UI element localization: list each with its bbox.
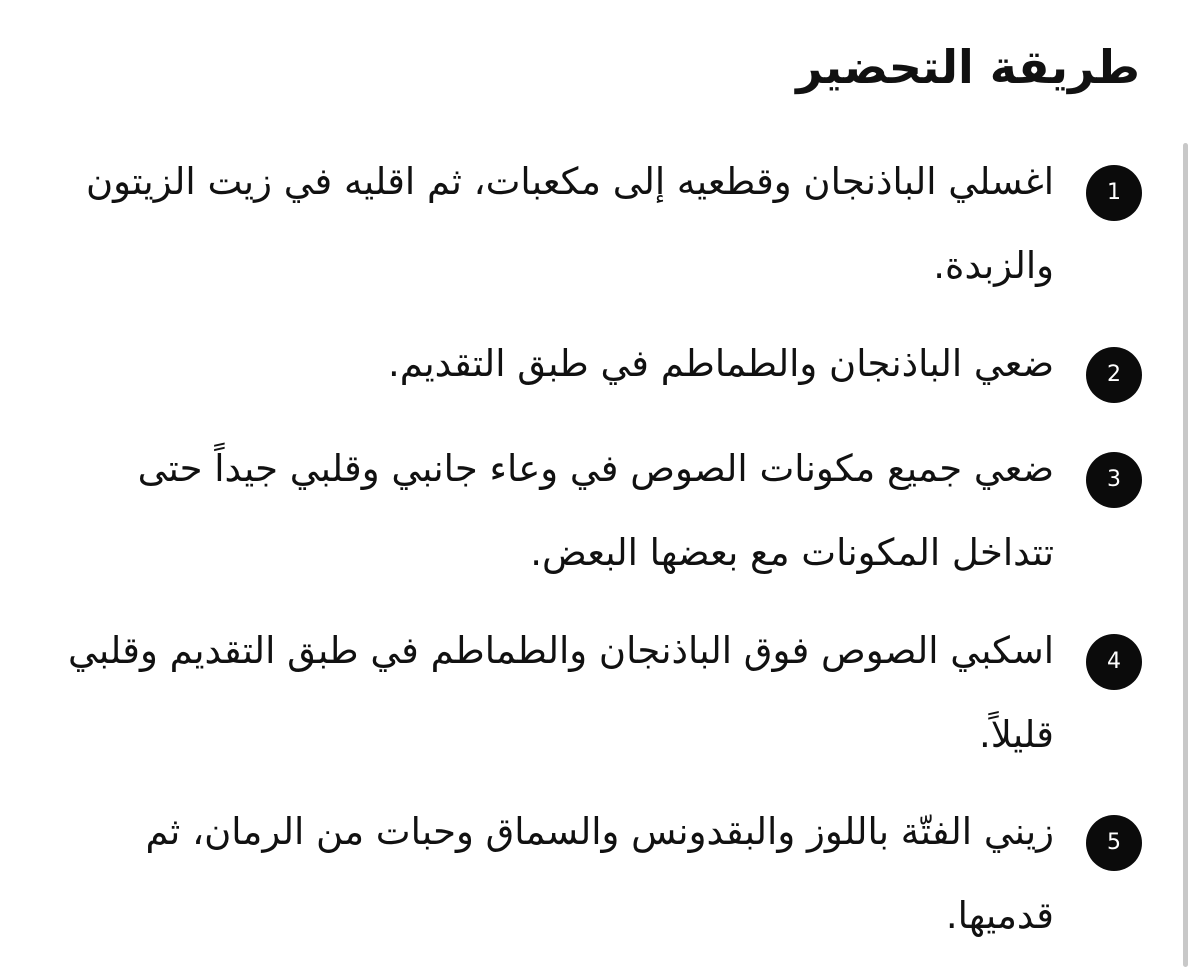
section-title: طريقة التحضير <box>796 40 1140 94</box>
step-instruction-text: ضعي جميع مكونات الصوص في وعاء جانبي وقلبي جيداً حتى تتداخل المكونات مع بعضها البعض. <box>137 447 1054 574</box>
step-number-badge: 1 <box>1086 165 1142 221</box>
step-number-badge: 4 <box>1086 634 1142 690</box>
step-number-badge: 2 <box>1086 347 1142 403</box>
preparation-step-3 <box>52 427 1142 574</box>
step-instruction-text: ضعي الباذنجان والطماطم في طبق التقديم. <box>387 342 1054 385</box>
preparation-step-4 <box>52 609 1142 756</box>
step-number-badge: 3 <box>1086 452 1142 508</box>
step-instruction-text: اغسلي الباذنجان وقطعيه إلى مكعبات، ثم اقليه في زيت الزيتون والزبدة. <box>85 160 1054 287</box>
step-instruction-text: اسكبي الصوص فوق الباذنجان والطماطم في طبق التقديم وقلبي قليلاً. <box>68 629 1054 756</box>
step-instruction-text: زيني الفتّة باللوز والبقدونس والسماق وحبات من الرمان، ثم قدميها. <box>145 810 1054 937</box>
vertical-scrollbar[interactable] <box>1183 143 1188 967</box>
preparation-step-1 <box>52 140 1142 287</box>
step-number-badge: 5 <box>1086 815 1142 871</box>
preparation-step-5 <box>52 790 1142 937</box>
